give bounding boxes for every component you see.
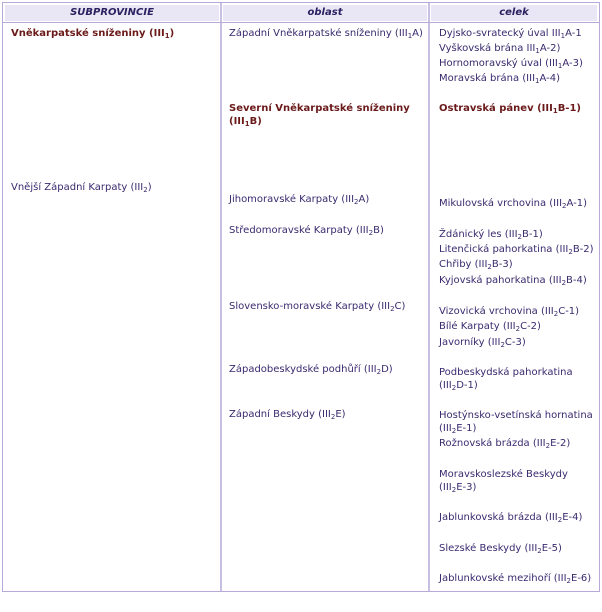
celek-item: Kyjovská pahorkatina $(III_2B-4)$: [439, 275, 587, 287]
celek-ostravska-panev: Ostravská pánev $(III_1B-1)$: [439, 103, 581, 115]
celek-item: Chřiby $(III_2B-3)$: [439, 259, 513, 271]
celek-item: Moravskoslezské Beskydy $(III_2E-3)$: [439, 469, 568, 494]
oblast-item: Slovensko-moravské Karpaty $(III_2C)$: [229, 301, 406, 313]
column-divider: [220, 3, 222, 591]
header-divider: [3, 22, 599, 23]
celek-item: Ždánický les $(III_2B-1)$: [439, 229, 543, 241]
celek-item: Rožnovská brázda $(III_2E-2)$: [439, 438, 571, 450]
celek-item: Bílé Karpaty $(III_2C-2)$: [439, 321, 541, 333]
celek-item: Moravská brána $(III_1A-4)$: [439, 73, 560, 85]
celek-item: Hostýnsko-vsetínská hornatina $(III_2E-1)$: [439, 410, 593, 435]
celek-item: Vizovická vrchovina $(III_2C-1)$: [439, 306, 580, 318]
oblast-zapadni-vnekarpatske: Západní Vněkarpatské sníženiny $(III_1A)$: [229, 28, 423, 40]
celek-item: Litenčická pahorkatina $(III_2B-2)$: [439, 244, 594, 256]
header-subprovincie: SUBPROVINCIE: [5, 5, 219, 21]
celek-item: Hornomoravský úval $(III_1A-3)$: [439, 58, 583, 70]
celek-item: Jablunkovské mezihoří $(III_2E-6)$: [439, 573, 592, 585]
celek-item: Javorníky $(III_2C-3)$: [439, 337, 526, 349]
oblast-item: Jihomoravské Karpaty $(III_2A)$: [229, 194, 370, 206]
oblast-item: Západní Beskydy $(III_2E)$: [229, 409, 346, 421]
column-divider: [428, 3, 430, 591]
celek-item: Slezské Beskydy $(III_2E-5)$: [439, 543, 562, 555]
celek-item: Podbeskydská pahorkatina $(III_2D-1)$: [439, 367, 573, 392]
celek-item: Vyškovská brána $III_1A-2$): [439, 43, 561, 55]
header-celek: celek: [431, 5, 597, 21]
celek-item: Mikulovská vrchovina $(III_2A-1)$: [439, 198, 587, 210]
oblast-severni-vnekarpatske: Severní Vněkarpatské sníženiny $(III_1B)$: [229, 103, 410, 128]
oblast-item: Západobeskydské podhůří $(III_2D)$: [229, 364, 393, 376]
subprovince-vnekarpatske: Vněkarpatské sníženiny $(III_1)$: [11, 28, 175, 40]
subprovince-vnejsi-zapadni-karpaty: Vnější Západní Karpaty $(III_2)$: [11, 182, 152, 194]
celek-item: Dyjsko-svratecký úval $III_1A-1$: [439, 28, 582, 40]
header-oblast: oblast: [223, 5, 427, 21]
oblast-item: Středomoravské Karpaty $(III_2B)$: [229, 225, 384, 237]
geomorphology-table: [2, 2, 600, 592]
celek-item: Jablunkovská brázda $(III_2E-4)$: [439, 512, 583, 524]
